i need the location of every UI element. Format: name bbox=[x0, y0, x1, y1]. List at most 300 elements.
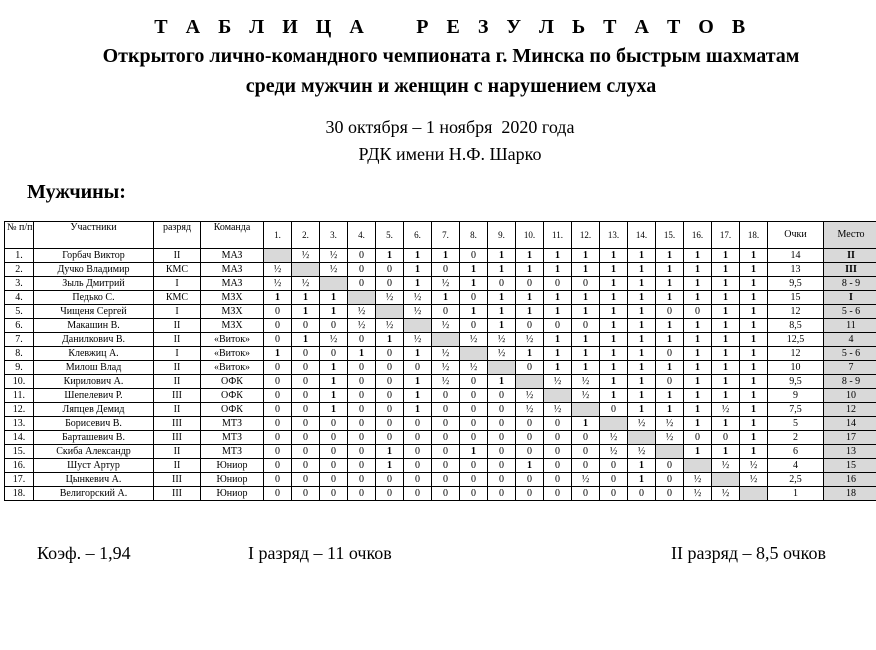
game-result-cell bbox=[320, 277, 348, 291]
game-result-cell: 0 bbox=[320, 431, 348, 445]
participant-team: Юниор bbox=[201, 473, 264, 487]
final-place: 7 bbox=[824, 361, 876, 375]
game-result-cell: 0 bbox=[656, 459, 684, 473]
game-result-cell: ½ bbox=[572, 375, 600, 389]
game-result-cell: 0 bbox=[488, 459, 516, 473]
game-result-cell: ½ bbox=[544, 403, 572, 417]
game-result-cell: 0 bbox=[656, 375, 684, 389]
table-row bbox=[5, 263, 876, 277]
participant-team: ОФК bbox=[201, 403, 264, 417]
participant-rank: I bbox=[154, 347, 201, 361]
game-result-cell: 1 bbox=[712, 263, 740, 277]
game-result-cell: 1 bbox=[684, 375, 712, 389]
participant-name: Данилкович В. bbox=[34, 333, 154, 347]
game-result-cell: 1 bbox=[712, 375, 740, 389]
game-result-cell: 1 bbox=[572, 291, 600, 305]
game-result-cell: 1 bbox=[656, 263, 684, 277]
game-result-cell: ½ bbox=[488, 333, 516, 347]
participant-name: Кирилович А. bbox=[34, 375, 154, 389]
game-result-cell: 0 bbox=[488, 277, 516, 291]
participant-team: Юниор bbox=[201, 459, 264, 473]
game-result-cell: 1 bbox=[544, 347, 572, 361]
game-result-cell: ½ bbox=[292, 249, 320, 263]
game-result-cell: 1 bbox=[544, 249, 572, 263]
game-result-cell: 1 bbox=[628, 291, 656, 305]
col-header-rank: разряд bbox=[154, 222, 201, 249]
game-result-cell: 0 bbox=[320, 417, 348, 431]
game-result-cell: ½ bbox=[572, 473, 600, 487]
game-result-cell: 0 bbox=[376, 263, 404, 277]
col-header-game-6: 6. bbox=[404, 222, 432, 249]
game-result-cell: 0 bbox=[572, 459, 600, 473]
final-place: I bbox=[824, 291, 876, 305]
game-result-cell: 0 bbox=[544, 445, 572, 459]
game-result-cell: 1 bbox=[404, 347, 432, 361]
game-result-cell: 0 bbox=[600, 403, 628, 417]
participant-team: «Виток» bbox=[201, 333, 264, 347]
col-header-participant: Участники bbox=[34, 222, 154, 249]
game-result-cell: 1 bbox=[572, 249, 600, 263]
game-result-cell: 0 bbox=[264, 417, 292, 431]
game-result-cell bbox=[404, 319, 432, 333]
game-result-cell: 0 bbox=[348, 263, 376, 277]
game-result-cell: 0 bbox=[460, 375, 488, 389]
game-result-cell: 0 bbox=[656, 305, 684, 319]
game-result-cell: 0 bbox=[264, 459, 292, 473]
table-body bbox=[5, 249, 876, 501]
game-result-cell: 1 bbox=[600, 361, 628, 375]
final-place: 17 bbox=[824, 431, 876, 445]
total-points: 9,5 bbox=[768, 375, 824, 389]
row-number: 17. bbox=[5, 473, 34, 487]
game-result-cell: 1 bbox=[628, 473, 656, 487]
row-number: 18. bbox=[5, 487, 34, 501]
game-result-cell: 1 bbox=[460, 277, 488, 291]
game-result-cell: 0 bbox=[264, 361, 292, 375]
game-result-cell: 1 bbox=[712, 305, 740, 319]
game-result-cell: 1 bbox=[684, 291, 712, 305]
game-result-cell: 0 bbox=[488, 417, 516, 431]
game-result-cell bbox=[376, 305, 404, 319]
game-result-cell: 0 bbox=[404, 459, 432, 473]
total-points: 6 bbox=[768, 445, 824, 459]
game-result-cell: 1 bbox=[628, 305, 656, 319]
game-result-cell: 1 bbox=[320, 375, 348, 389]
game-result-cell: 1 bbox=[600, 319, 628, 333]
game-result-cell: ½ bbox=[516, 403, 544, 417]
row-number: 10. bbox=[5, 375, 34, 389]
game-result-cell: 1 bbox=[600, 277, 628, 291]
document-title: Т А Б Л И Ц А Р Е З У Л Ь Т А Т О В bbox=[154, 16, 752, 38]
game-result-cell: 1 bbox=[600, 291, 628, 305]
game-result-cell: 1 bbox=[712, 319, 740, 333]
final-place: 15 bbox=[824, 459, 876, 473]
game-result-cell: 1 bbox=[684, 333, 712, 347]
total-points: 7,5 bbox=[768, 403, 824, 417]
game-result-cell: 1 bbox=[684, 389, 712, 403]
game-result-cell: ½ bbox=[320, 249, 348, 263]
game-result-cell: 1 bbox=[264, 347, 292, 361]
game-result-cell: 0 bbox=[544, 487, 572, 501]
game-result-cell: 1 bbox=[404, 403, 432, 417]
game-result-cell: 0 bbox=[460, 417, 488, 431]
game-result-cell: 1 bbox=[516, 459, 544, 473]
championship-subtitle-line1: Открытого лично-командного чемпионата г. Минска по быстрым шахматам bbox=[102, 45, 800, 67]
game-result-cell: 1 bbox=[516, 305, 544, 319]
game-result-cell: 1 bbox=[572, 333, 600, 347]
game-result-cell: 0 bbox=[320, 459, 348, 473]
game-result-cell: 1 bbox=[712, 291, 740, 305]
game-result-cell: 0 bbox=[488, 445, 516, 459]
col-header-game-14: 14. bbox=[628, 222, 656, 249]
game-result-cell: ½ bbox=[376, 291, 404, 305]
event-dates: 30 октября – 1 ноября 2020 года bbox=[325, 117, 575, 137]
game-result-cell: 1 bbox=[320, 389, 348, 403]
final-place: 5 - 6 bbox=[824, 347, 876, 361]
game-result-cell: 1 bbox=[292, 305, 320, 319]
game-result-cell: 0 bbox=[320, 347, 348, 361]
table-header-row bbox=[5, 222, 876, 249]
game-result-cell bbox=[684, 459, 712, 473]
final-place: III bbox=[824, 263, 876, 277]
game-result-cell: 1 bbox=[628, 375, 656, 389]
game-result-cell: 0 bbox=[488, 389, 516, 403]
game-result-cell: 1 bbox=[628, 333, 656, 347]
participant-team: ОФК bbox=[201, 389, 264, 403]
game-result-cell: 1 bbox=[488, 291, 516, 305]
participant-team: МАЗ bbox=[201, 249, 264, 263]
col-header-game-9: 9. bbox=[488, 222, 516, 249]
game-result-cell: 0 bbox=[292, 403, 320, 417]
col-header-game-5: 5. bbox=[376, 222, 404, 249]
game-result-cell: 1 bbox=[628, 249, 656, 263]
participant-rank: II bbox=[154, 459, 201, 473]
participant-name: Цынкевич А. bbox=[34, 473, 154, 487]
game-result-cell: 1 bbox=[600, 333, 628, 347]
game-result-cell: 0 bbox=[348, 459, 376, 473]
game-result-cell: 1 bbox=[740, 431, 768, 445]
game-result-cell: 0 bbox=[292, 473, 320, 487]
game-result-cell bbox=[264, 249, 292, 263]
game-result-cell bbox=[600, 417, 628, 431]
participant-rank: I bbox=[154, 277, 201, 291]
game-result-cell: ½ bbox=[516, 333, 544, 347]
game-result-cell: 0 bbox=[264, 305, 292, 319]
game-result-cell: 0 bbox=[432, 263, 460, 277]
game-result-cell: ½ bbox=[628, 445, 656, 459]
game-result-cell: 1 bbox=[320, 361, 348, 375]
table-row bbox=[5, 249, 876, 263]
game-result-cell: 1 bbox=[684, 403, 712, 417]
participant-name: Педько С. bbox=[34, 291, 154, 305]
game-result-cell: 0 bbox=[376, 431, 404, 445]
game-result-cell: 0 bbox=[572, 319, 600, 333]
game-result-cell: ½ bbox=[712, 459, 740, 473]
game-result-cell: 1 bbox=[348, 347, 376, 361]
game-result-cell: 1 bbox=[740, 291, 768, 305]
table-row bbox=[5, 319, 876, 333]
game-result-cell: 1 bbox=[684, 361, 712, 375]
participant-team: МТЗ bbox=[201, 431, 264, 445]
final-place: 10 bbox=[824, 389, 876, 403]
col-header-game-18: 18. bbox=[740, 222, 768, 249]
game-result-cell: 0 bbox=[544, 417, 572, 431]
participant-team: МАЗ bbox=[201, 277, 264, 291]
participant-rank: II bbox=[154, 375, 201, 389]
row-number: 5. bbox=[5, 305, 34, 319]
game-result-cell: 1 bbox=[684, 319, 712, 333]
game-result-cell: 0 bbox=[572, 487, 600, 501]
game-result-cell bbox=[460, 347, 488, 361]
game-result-cell: 0 bbox=[348, 389, 376, 403]
participant-name: Шепелевич Р. bbox=[34, 389, 154, 403]
total-points: 10 bbox=[768, 361, 824, 375]
final-place: 8 - 9 bbox=[824, 375, 876, 389]
game-result-cell: 0 bbox=[264, 431, 292, 445]
participant-name: Борисевич В. bbox=[34, 417, 154, 431]
table-row bbox=[5, 333, 876, 347]
game-result-cell: 0 bbox=[376, 487, 404, 501]
participant-rank: II bbox=[154, 249, 201, 263]
col-header-game-1: 1. bbox=[264, 222, 292, 249]
game-result-cell: 1 bbox=[544, 361, 572, 375]
game-result-cell: 0 bbox=[376, 361, 404, 375]
game-result-cell: 0 bbox=[516, 319, 544, 333]
game-result-cell: 0 bbox=[460, 319, 488, 333]
game-result-cell: ½ bbox=[712, 487, 740, 501]
game-result-cell: 1 bbox=[656, 277, 684, 291]
rank1-norm-note: I разряд – 11 очков bbox=[248, 543, 392, 563]
game-result-cell: 1 bbox=[600, 249, 628, 263]
game-result-cell: ½ bbox=[516, 389, 544, 403]
game-result-cell: 1 bbox=[404, 277, 432, 291]
game-result-cell bbox=[712, 473, 740, 487]
participant-rank: КМС bbox=[154, 291, 201, 305]
game-result-cell: 0 bbox=[600, 487, 628, 501]
participant-team: МЗХ bbox=[201, 291, 264, 305]
game-result-cell: 0 bbox=[376, 375, 404, 389]
game-result-cell: 1 bbox=[320, 305, 348, 319]
game-result-cell: 1 bbox=[740, 375, 768, 389]
participant-team: МТЗ bbox=[201, 417, 264, 431]
game-result-cell: 0 bbox=[292, 375, 320, 389]
coefficient-note: Коэф. – 1,94 bbox=[37, 543, 131, 563]
game-result-cell: 1 bbox=[544, 263, 572, 277]
participant-name: Барташевич В. bbox=[34, 431, 154, 445]
game-result-cell: 1 bbox=[488, 263, 516, 277]
table-row bbox=[5, 361, 876, 375]
game-result-cell: 0 bbox=[572, 431, 600, 445]
total-points: 2,5 bbox=[768, 473, 824, 487]
participant-team: МАЗ bbox=[201, 263, 264, 277]
game-result-cell: 1 bbox=[712, 389, 740, 403]
game-result-cell: 1 bbox=[712, 417, 740, 431]
game-result-cell: 1 bbox=[684, 445, 712, 459]
final-place: 8 - 9 bbox=[824, 277, 876, 291]
results-table bbox=[4, 221, 876, 501]
game-result-cell: 1 bbox=[404, 389, 432, 403]
game-result-cell: 1 bbox=[740, 319, 768, 333]
game-result-cell: 0 bbox=[516, 417, 544, 431]
table-row bbox=[5, 403, 876, 417]
final-place: 5 - 6 bbox=[824, 305, 876, 319]
game-result-cell: 0 bbox=[264, 487, 292, 501]
game-result-cell: 1 bbox=[684, 249, 712, 263]
game-result-cell: 0 bbox=[432, 473, 460, 487]
game-result-cell: 1 bbox=[740, 389, 768, 403]
table-row bbox=[5, 487, 876, 501]
game-result-cell: 0 bbox=[432, 389, 460, 403]
game-result-cell: 0 bbox=[376, 417, 404, 431]
game-result-cell: 0 bbox=[516, 473, 544, 487]
game-result-cell: 0 bbox=[572, 445, 600, 459]
game-result-cell: ½ bbox=[264, 277, 292, 291]
table-row bbox=[5, 459, 876, 473]
final-place: 13 bbox=[824, 445, 876, 459]
game-result-cell: 0 bbox=[348, 361, 376, 375]
game-result-cell: 0 bbox=[656, 473, 684, 487]
game-result-cell: 0 bbox=[404, 445, 432, 459]
row-number: 16. bbox=[5, 459, 34, 473]
row-number: 2. bbox=[5, 263, 34, 277]
game-result-cell: 1 bbox=[488, 319, 516, 333]
game-result-cell: 0 bbox=[348, 375, 376, 389]
game-result-cell: 0 bbox=[376, 277, 404, 291]
game-result-cell: 1 bbox=[740, 417, 768, 431]
game-result-cell: 0 bbox=[264, 333, 292, 347]
game-result-cell: 0 bbox=[432, 417, 460, 431]
col-header-game-7: 7. bbox=[432, 222, 460, 249]
participant-rank: КМС bbox=[154, 263, 201, 277]
game-result-cell: ½ bbox=[684, 487, 712, 501]
col-header-game-17: 17. bbox=[712, 222, 740, 249]
participant-rank: III bbox=[154, 487, 201, 501]
game-result-cell: 0 bbox=[684, 431, 712, 445]
col-header-game-10: 10. bbox=[516, 222, 544, 249]
game-result-cell: 0 bbox=[544, 319, 572, 333]
game-result-cell: ½ bbox=[292, 277, 320, 291]
game-result-cell bbox=[488, 361, 516, 375]
game-result-cell: 1 bbox=[320, 403, 348, 417]
game-result-cell: 0 bbox=[460, 389, 488, 403]
game-result-cell: 0 bbox=[488, 473, 516, 487]
game-result-cell: 1 bbox=[488, 375, 516, 389]
game-result-cell: 1 bbox=[432, 249, 460, 263]
game-result-cell: ½ bbox=[376, 319, 404, 333]
row-number: 11. bbox=[5, 389, 34, 403]
game-result-cell: 1 bbox=[712, 277, 740, 291]
game-result-cell: 0 bbox=[656, 487, 684, 501]
game-result-cell: 1 bbox=[712, 249, 740, 263]
game-result-cell: 1 bbox=[516, 291, 544, 305]
game-result-cell: 0 bbox=[292, 459, 320, 473]
game-result-cell: ½ bbox=[404, 305, 432, 319]
game-result-cell: ½ bbox=[320, 263, 348, 277]
game-result-cell: 1 bbox=[628, 277, 656, 291]
game-result-cell: 1 bbox=[656, 361, 684, 375]
game-result-cell: 1 bbox=[740, 347, 768, 361]
col-header-game-13: 13. bbox=[600, 222, 628, 249]
game-result-cell: 0 bbox=[376, 389, 404, 403]
game-result-cell: 0 bbox=[348, 277, 376, 291]
col-header-game-8: 8. bbox=[460, 222, 488, 249]
participant-name: Чищеня Сергей bbox=[34, 305, 154, 319]
row-number: 13. bbox=[5, 417, 34, 431]
game-result-cell: ½ bbox=[740, 459, 768, 473]
game-result-cell: 1 bbox=[516, 249, 544, 263]
game-result-cell: 1 bbox=[572, 305, 600, 319]
total-points: 14 bbox=[768, 249, 824, 263]
game-result-cell: 1 bbox=[572, 361, 600, 375]
game-result-cell: ½ bbox=[432, 361, 460, 375]
game-result-cell: 0 bbox=[600, 459, 628, 473]
game-result-cell: 1 bbox=[572, 417, 600, 431]
table-row bbox=[5, 291, 876, 305]
row-number: 1. bbox=[5, 249, 34, 263]
row-number: 15. bbox=[5, 445, 34, 459]
row-number: 3. bbox=[5, 277, 34, 291]
event-venue: РДК имени Н.Ф. Шарко bbox=[358, 144, 542, 164]
game-result-cell: 1 bbox=[628, 403, 656, 417]
game-result-cell: 1 bbox=[376, 333, 404, 347]
game-result-cell: 1 bbox=[740, 305, 768, 319]
total-points: 12,5 bbox=[768, 333, 824, 347]
game-result-cell: 0 bbox=[460, 249, 488, 263]
col-header-game-15: 15. bbox=[656, 222, 684, 249]
col-header-game-11: 11. bbox=[544, 222, 572, 249]
col-header-place: Место bbox=[824, 222, 876, 249]
col-header-team: Команда bbox=[201, 222, 264, 249]
total-points: 1 bbox=[768, 487, 824, 501]
game-result-cell: 0 bbox=[600, 473, 628, 487]
game-result-cell: 0 bbox=[376, 347, 404, 361]
game-result-cell: 0 bbox=[404, 417, 432, 431]
game-result-cell: 1 bbox=[656, 333, 684, 347]
rank2-norm-note: II разряд – 8,5 очков bbox=[671, 543, 826, 563]
game-result-cell: 1 bbox=[600, 347, 628, 361]
game-result-cell: 0 bbox=[544, 277, 572, 291]
game-result-cell: 0 bbox=[712, 431, 740, 445]
participant-rank: III bbox=[154, 389, 201, 403]
game-result-cell: 1 bbox=[628, 347, 656, 361]
game-result-cell: 1 bbox=[320, 291, 348, 305]
game-result-cell: 0 bbox=[320, 445, 348, 459]
participant-rank: III bbox=[154, 431, 201, 445]
table-row bbox=[5, 347, 876, 361]
game-result-cell: ½ bbox=[348, 319, 376, 333]
game-result-cell: 1 bbox=[460, 305, 488, 319]
game-result-cell: 1 bbox=[740, 403, 768, 417]
table-row bbox=[5, 277, 876, 291]
game-result-cell: 0 bbox=[348, 473, 376, 487]
game-result-cell bbox=[740, 487, 768, 501]
col-header-number: № п/п bbox=[5, 222, 34, 249]
table-row bbox=[5, 375, 876, 389]
game-result-cell: 1 bbox=[404, 375, 432, 389]
game-result-cell: 0 bbox=[656, 347, 684, 361]
game-result-cell: ½ bbox=[600, 431, 628, 445]
game-result-cell: 0 bbox=[292, 431, 320, 445]
game-result-cell: 1 bbox=[376, 445, 404, 459]
participant-name: Милош Влад bbox=[34, 361, 154, 375]
game-result-cell: 1 bbox=[376, 249, 404, 263]
game-result-cell: 1 bbox=[628, 459, 656, 473]
game-result-cell: ½ bbox=[404, 291, 432, 305]
game-result-cell: 1 bbox=[544, 291, 572, 305]
game-result-cell: 0 bbox=[488, 403, 516, 417]
total-points: 2 bbox=[768, 431, 824, 445]
game-result-cell: 1 bbox=[712, 361, 740, 375]
